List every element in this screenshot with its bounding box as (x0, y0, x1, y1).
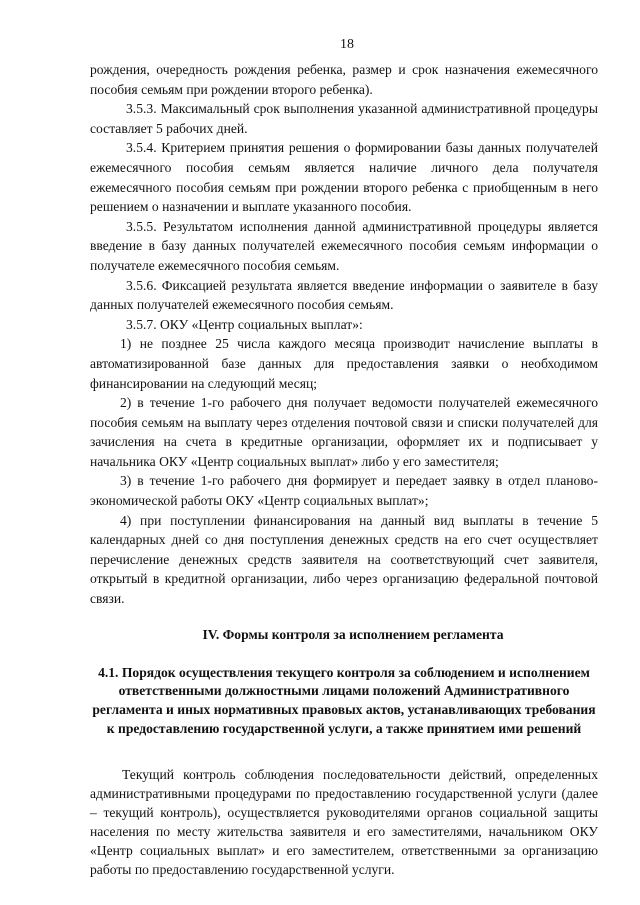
subsection-title: 4.1. Порядок осуществления текущего контроля за соблюдением и исполнением ответственными должностными лицами положений Административного регламента и иных нормативных правовых актов, устанавливающих требования к предоставлению государственной услуги, а также принятием ими решений (92, 664, 596, 737)
list-item-2: 2) в течение 1-го рабочего дня получает ведомости получателей ежемесячного пособия семьям на выплату через отделения почтовой связи и списки получателей для зачисления на счета в кредитные организации, оформляет их и подписывает у начальника ОКУ «Центр социальных выплат» либо у его заместителя; (90, 395, 598, 469)
list-item-1: 1) не позднее 25 числа каждого месяца производит начисление выплаты в автоматизированной базе данных для предоставления заявки о необходимом финансировании на следующий месяц; (90, 336, 598, 391)
page-number: 18 (340, 37, 354, 52)
paragraph-3-5-7: 3.5.7. ОКУ «Центр социальных выплат»: (126, 316, 363, 332)
list-item-3: 3) в течение 1-го рабочего дня формирует и передает заявку в отдел планово-экономической работы ОКУ «Центр социальных выплат»; (90, 473, 598, 509)
paragraph-3-5-4: 3.5.4. Критерием принятия решения о формировании базы данных получателей ежемесячного пособия семьям является наличие личного дела получателя ежемесячного пособия семьям при рождении второго ребенка с приобщенным в него решением о назначении и выплате указанного пособия. (90, 140, 598, 215)
paragraph-3-5-3: 3.5.3. Максимальный срок выполнения указанной административной процедуры составляет 5 рабочих дней. (90, 101, 598, 136)
paragraph-continuation: рождения, очередность рождения ребенка, размер и срок назначения ежемесячного пособия семьям при рождении второго ребенка). (90, 62, 598, 97)
section-title: IV. Формы контроля за исполнением регламента (202, 626, 504, 642)
document-page (90, 34, 598, 879)
paragraph-3-5-6: 3.5.6. Фиксацией результата является введение информации о заявителе в базу данных получателей ежемесячного пособия семьям. (90, 277, 598, 313)
paragraph-3-5-5: 3.5.5. Результатом исполнения данной административной процедуры является введение в базу данных получателей ежемесячного пособия семьям информации о получателе ежемесячного пособия семьям. (90, 218, 598, 273)
list-item-4: 4) при поступлении финансирования на данный вид выплаты в течение 5 календарных дней со дня поступления денежных средств на его счет осуществляет перечисление денежных средств заявителя на соответствующий счет заявителя, открытый в кредитной организации, либо через организацию федеральной почтовой связи. (90, 512, 598, 607)
paragraph-current-control: Текущий контроль соблюдения последовательности действий, определенных административными процедурами по предоставлению государственной услуги (далее – текущий контроль), осуществляется руководителями органов социальной защиты населения по месту жительства заявителя и его заместителями, начальником ОКУ «Центр социальных выплат» и его заместителем, ответственными за организацию работы по предоставлению государственной услуги. (90, 766, 598, 877)
